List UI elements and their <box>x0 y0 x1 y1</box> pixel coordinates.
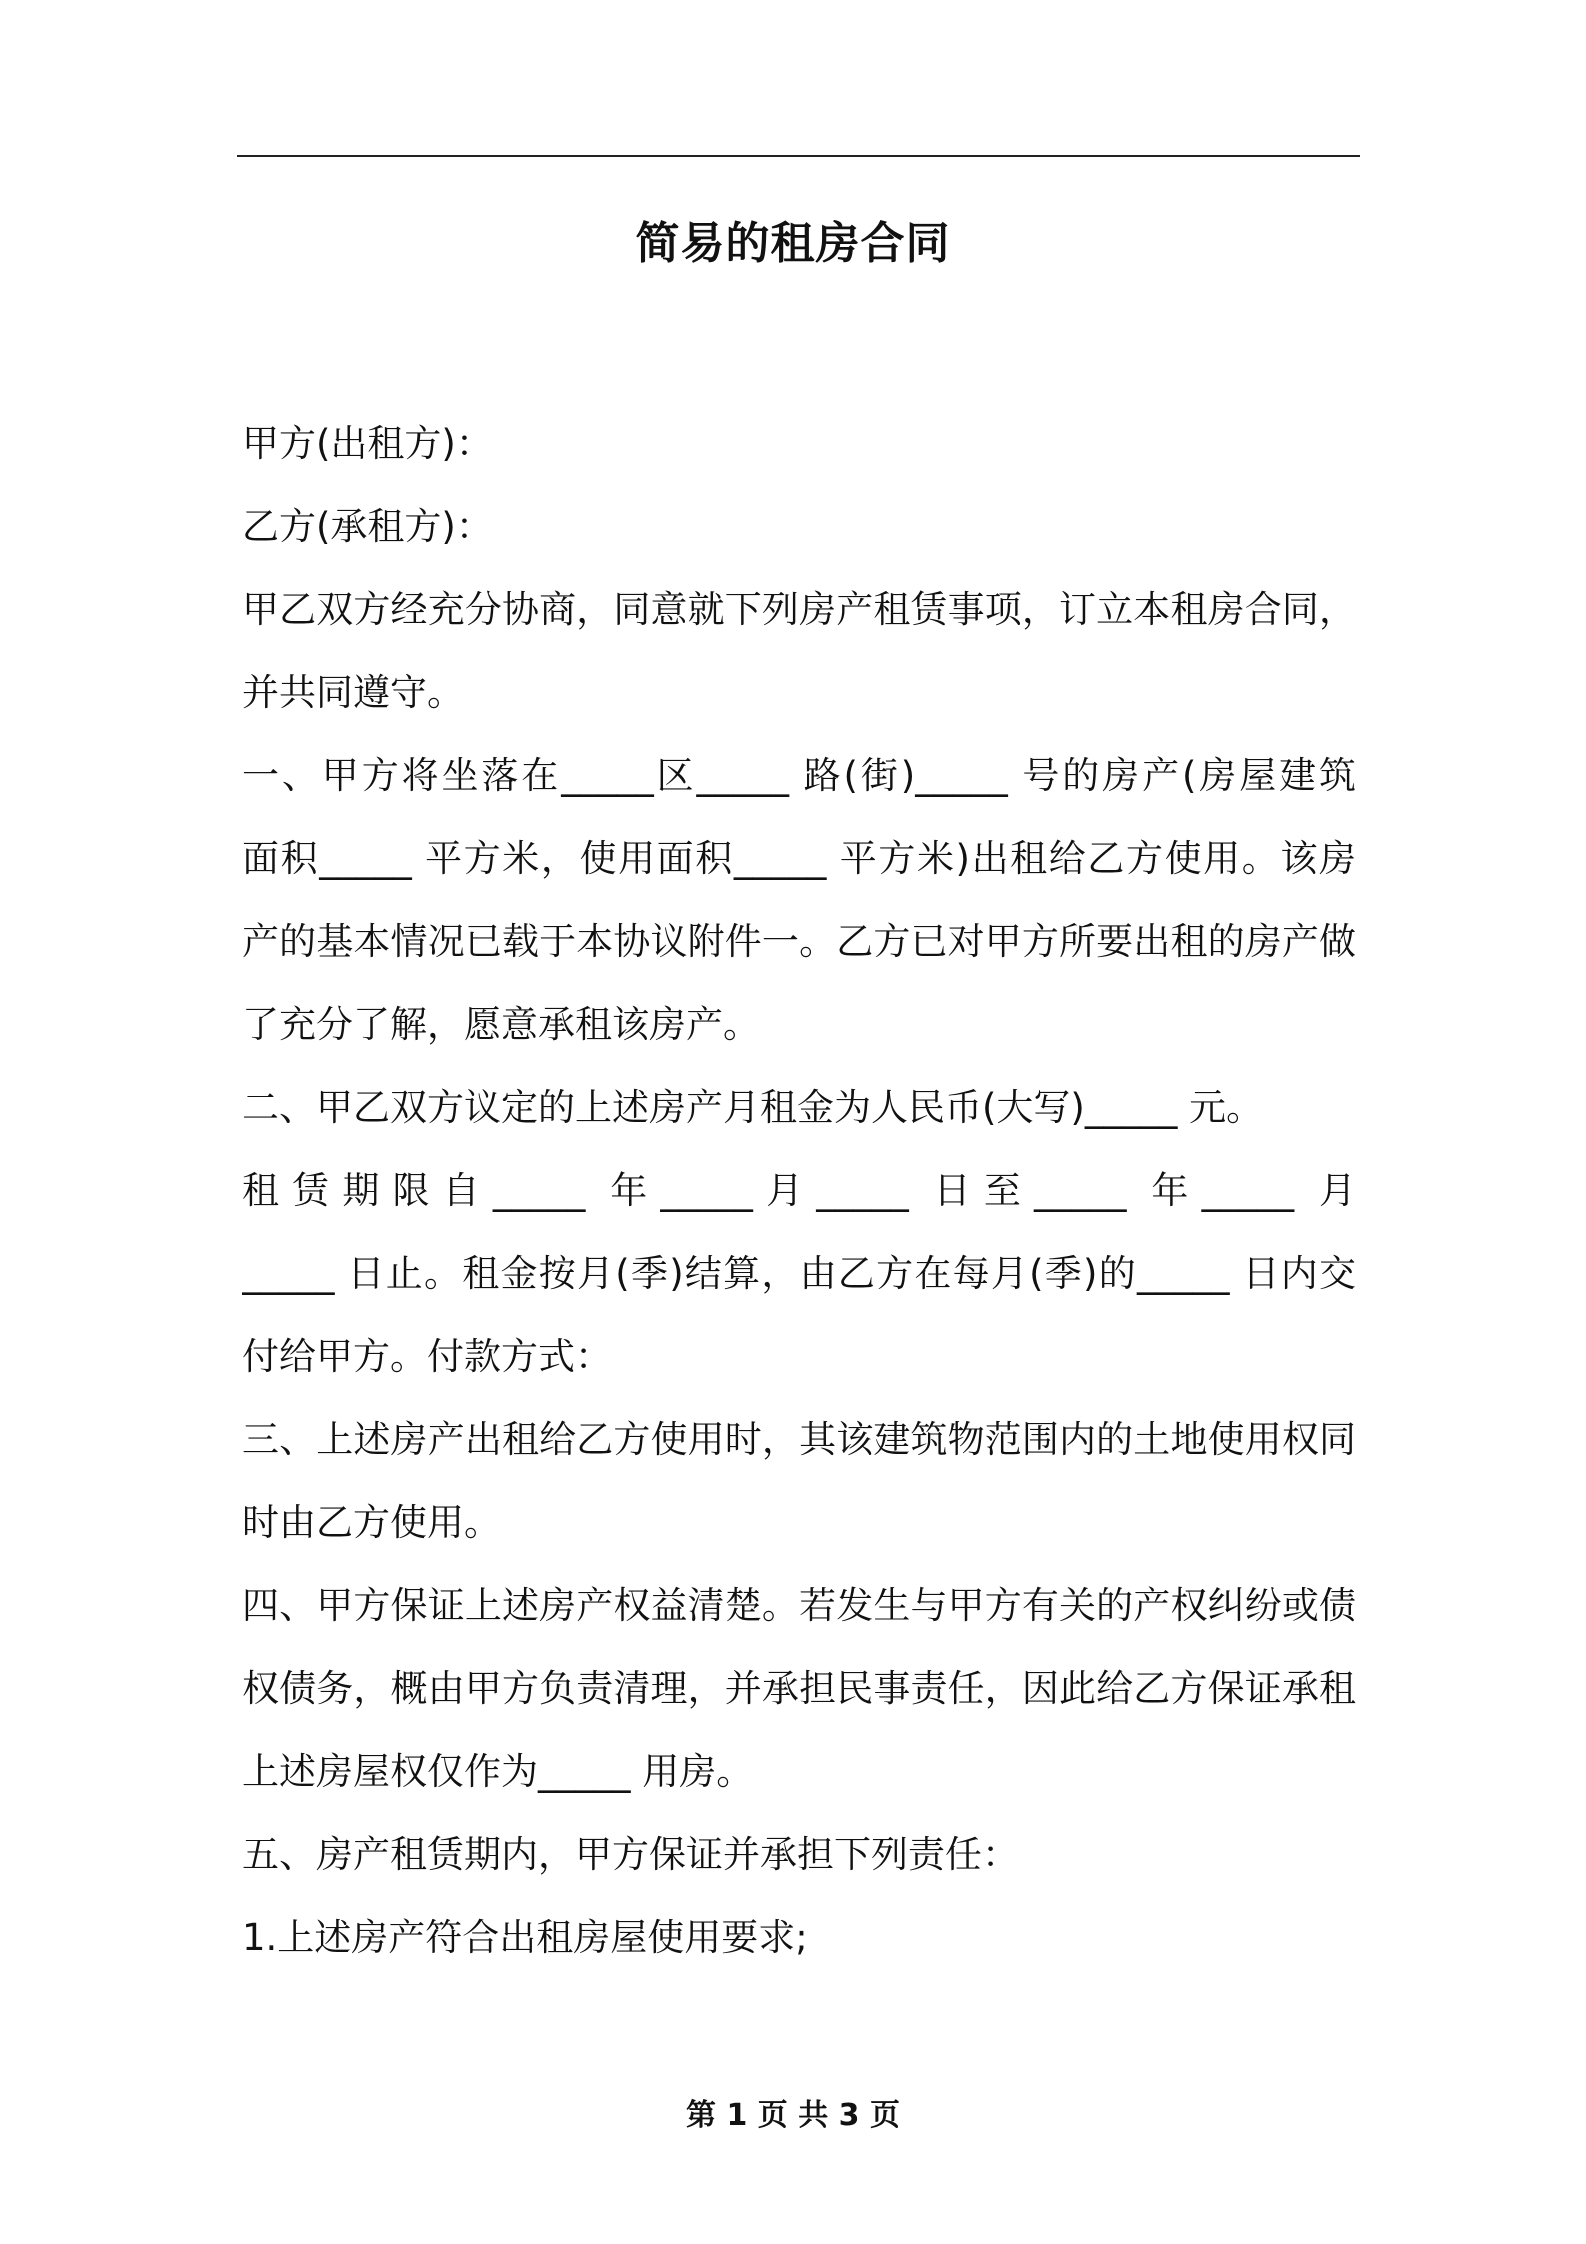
clause-4-line-2: 权债务，概由甲方负责清理，并承担民事责任，因此给乙方保证承租 <box>242 1667 1356 1710</box>
clause-1-line-4: 了充分了解，愿意承租该房产。 <box>242 1003 760 1046</box>
intro-line-2: 并共同遵守。 <box>242 671 464 714</box>
clause-5-item-1: 1.上述房产符合出租房屋使用要求; <box>242 1916 808 1959</box>
party-a-line: 甲方(出租方)： <box>242 422 493 465</box>
clause-1-line-2: 面积_____ 平方米，使用面积_____ 平方米)出租给乙方使用。该房 <box>242 837 1356 880</box>
clause-2-line-1: 二、甲乙双方议定的上述房产月租金为人民币(大写)_____ 元。 <box>242 1086 1264 1129</box>
clause-5-line-1: 五、房产租赁期内，甲方保证并承担下列责任： <box>242 1833 1019 1876</box>
header-rule <box>237 155 1360 157</box>
document-body <box>242 402 1356 1979</box>
clause-3-line-1: 三、上述房产出租给乙方使用时，其该建筑物范围内的土地使用权同 <box>242 1418 1356 1461</box>
clause-1-line-3: 产的基本情况已载于本协议附件一。乙方已对甲方所要出租的房产做 <box>242 920 1356 963</box>
clause-2-line-2: 租赁期限自_____ 年_____月_____ 日至_____ 年_____ 月 <box>242 1169 1356 1212</box>
clause-4-line-3: 上述房屋权仅作为_____ 用房。 <box>242 1750 754 1793</box>
clause-3-line-2: 时由乙方使用。 <box>242 1501 501 1544</box>
clause-2-line-4: 付给甲方。付款方式： <box>242 1335 612 1378</box>
clause-1-line-1: 一、甲方将坐落在_____区_____ 路(街)_____ 号的房产(房屋建筑 <box>242 754 1356 797</box>
party-b-line: 乙方(承租方)： <box>242 505 493 548</box>
intro-line-1: 甲乙双方经充分协商，同意就下列房产租赁事项，订立本租房合同， <box>242 588 1356 631</box>
clause-4-line-1: 四、甲方保证上述房产权益清楚。若发生与甲方有关的产权纠纷或债 <box>242 1584 1356 1627</box>
clause-2-line-3: _____ 日止。租金按月(季)结算，由乙方在每月(季)的_____ 日内交 <box>242 1252 1356 1295</box>
document-title: 简易的租房合同 <box>635 218 951 269</box>
page-number-footer: 第 1 页 共 3 页 <box>686 2098 900 2133</box>
